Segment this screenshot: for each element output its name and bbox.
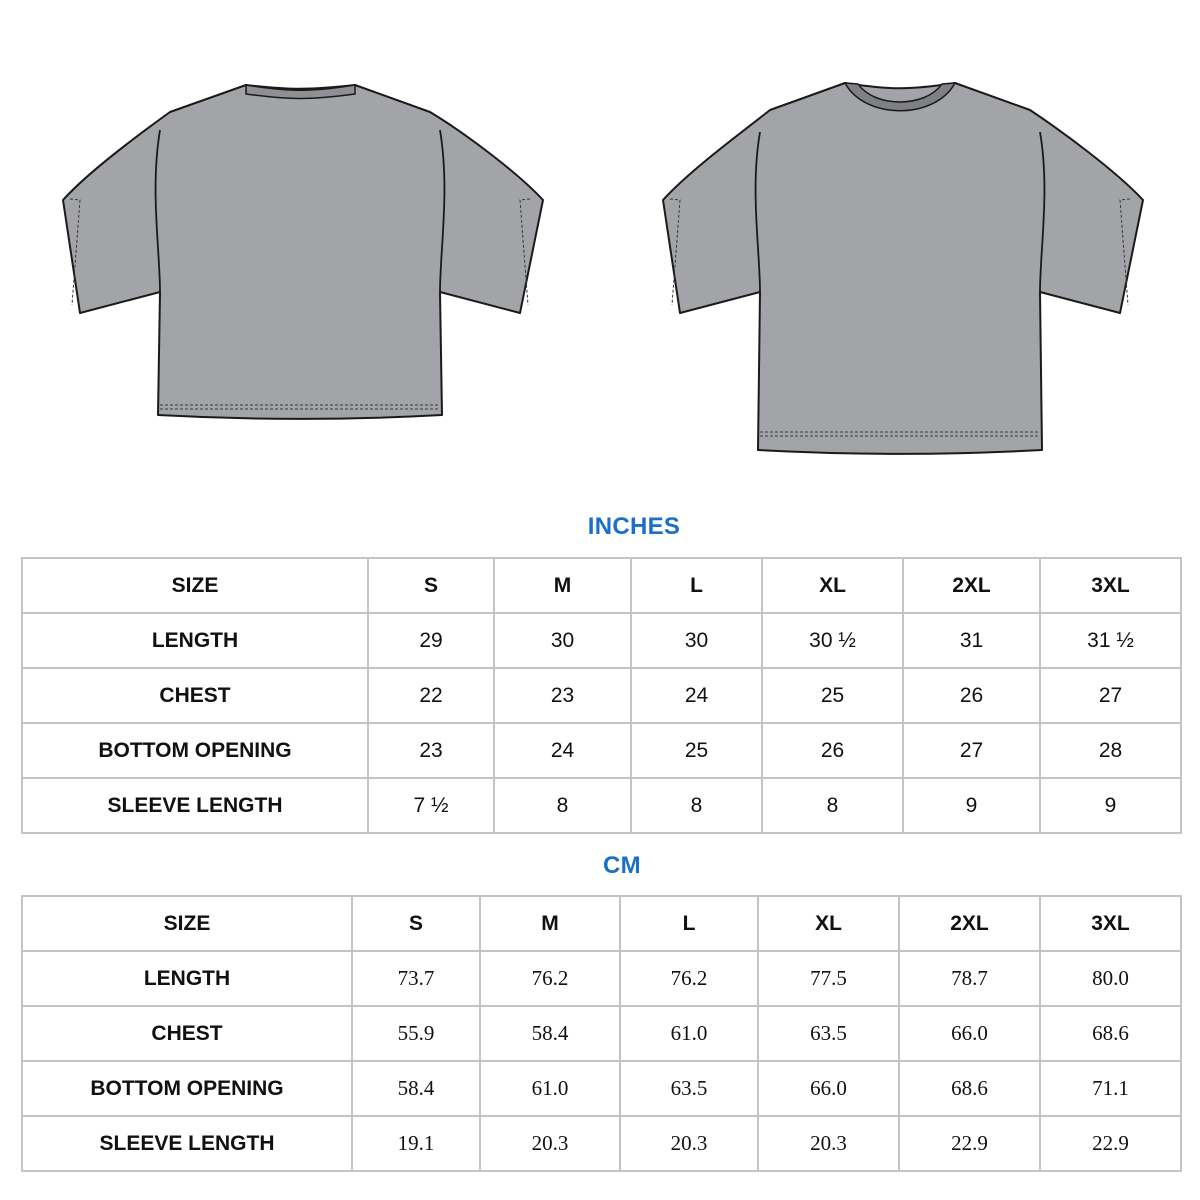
table-cell: 9 (903, 778, 1040, 833)
table-cell: 27 (903, 723, 1040, 778)
table-row (22, 723, 1181, 778)
row-label: LENGTH (22, 951, 352, 1006)
table-cell: 20.3 (758, 1116, 899, 1171)
table-cell: 63.5 (758, 1006, 899, 1061)
table-cell: 8 (631, 778, 762, 833)
header-cell: L (620, 896, 758, 951)
table-cell: 23 (368, 723, 494, 778)
table-cell: 24 (494, 723, 631, 778)
header-cell: SIZE (22, 896, 352, 951)
table-cell: 80.0 (1040, 951, 1181, 1006)
table-cell: 22.9 (899, 1116, 1040, 1171)
table-cell: 77.5 (758, 951, 899, 1006)
row-label: LENGTH (22, 613, 368, 668)
table-row (22, 613, 1181, 668)
header-cell: S (352, 896, 480, 951)
row-label: CHEST (22, 1006, 352, 1061)
table-cell: 7 ½ (368, 778, 494, 833)
table-cell: 58.4 (352, 1061, 480, 1116)
tshirt-front-icon (650, 70, 1150, 470)
table-cell: 68.6 (1040, 1006, 1181, 1061)
row-label: CHEST (22, 668, 368, 723)
table-cell: 27 (1040, 668, 1181, 723)
table-cell: 8 (762, 778, 903, 833)
table-row (22, 1006, 1181, 1061)
table-cell: 61.0 (620, 1006, 758, 1061)
header-cell: 3XL (1040, 896, 1181, 951)
header-cell: SIZE (22, 558, 368, 613)
table-cell: 28 (1040, 723, 1181, 778)
row-label: BOTTOM OPENING (22, 723, 368, 778)
table-cell: 22.9 (1040, 1116, 1181, 1171)
table-cell: 8 (494, 778, 631, 833)
header-cell: XL (758, 896, 899, 951)
table-cell: 31 (903, 613, 1040, 668)
table-cell: 30 (494, 613, 631, 668)
table-cell: 78.7 (899, 951, 1040, 1006)
header-cell: M (480, 896, 620, 951)
table-cell: 26 (762, 723, 903, 778)
table-cell: 20.3 (480, 1116, 620, 1171)
row-label: SLEEVE LENGTH (22, 778, 368, 833)
cm-size-table (21, 895, 1182, 1172)
table-cell: 25 (631, 723, 762, 778)
table-cell: 76.2 (480, 951, 620, 1006)
tshirt-back-icon (50, 70, 550, 470)
table-cell: 66.0 (899, 1006, 1040, 1061)
table-cell: 23 (494, 668, 631, 723)
inches-section-title: INCHES (587, 513, 681, 540)
table-cell: 30 ½ (762, 613, 903, 668)
table-row (22, 1061, 1181, 1116)
header-cell: L (631, 558, 762, 613)
table-cell: 58.4 (480, 1006, 620, 1061)
table-cell: 71.1 (1040, 1061, 1181, 1116)
table-cell: 55.9 (352, 1006, 480, 1061)
inches-size-table (21, 557, 1182, 834)
table-row (22, 668, 1181, 723)
header-cell: 3XL (1040, 558, 1181, 613)
row-label: BOTTOM OPENING (22, 1061, 352, 1116)
table-cell: 19.1 (352, 1116, 480, 1171)
table-cell: 61.0 (480, 1061, 620, 1116)
table-row (22, 778, 1181, 833)
table-row (22, 1116, 1181, 1171)
table-cell: 76.2 (620, 951, 758, 1006)
header-cell: M (494, 558, 631, 613)
table-row (22, 951, 1181, 1006)
header-cell: 2XL (899, 896, 1040, 951)
table-cell: 73.7 (352, 951, 480, 1006)
header-cell: S (368, 558, 494, 613)
table-cell: 30 (631, 613, 762, 668)
table-cell: 25 (762, 668, 903, 723)
table-cell: 26 (903, 668, 1040, 723)
header-cell: XL (762, 558, 903, 613)
table-cell: 31 ½ (1040, 613, 1181, 668)
table-cell: 63.5 (620, 1061, 758, 1116)
header-cell: 2XL (903, 558, 1040, 613)
table-cell: 22 (368, 668, 494, 723)
table-cell: 66.0 (758, 1061, 899, 1116)
table-header-row (22, 896, 1181, 951)
table-cell: 9 (1040, 778, 1181, 833)
cm-section-title: CM (603, 852, 641, 879)
table-cell: 68.6 (899, 1061, 1040, 1116)
table-cell: 29 (368, 613, 494, 668)
row-label: SLEEVE LENGTH (22, 1116, 352, 1171)
table-cell: 24 (631, 668, 762, 723)
table-cell: 20.3 (620, 1116, 758, 1171)
table-header-row (22, 558, 1181, 613)
